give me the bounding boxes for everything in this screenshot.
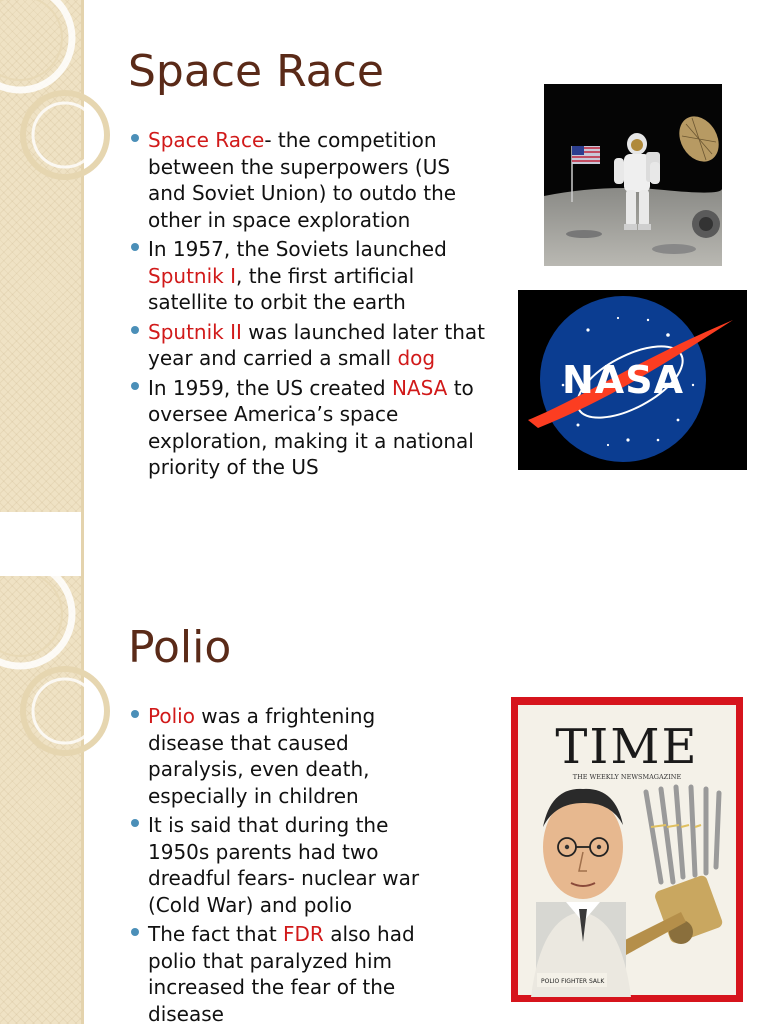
bullet-dot-icon	[131, 382, 139, 390]
highlighted-term: dog	[397, 346, 436, 370]
bullet-text: was a frightening disease that caused paralysis, even death, especially in children	[148, 704, 376, 808]
moon-landing-photo	[544, 84, 722, 266]
bullet-text: was launched later that year and carried a small	[148, 319, 485, 370]
time-caption: POLIO FIGHTER SALK	[541, 978, 605, 985]
bullet-dot-icon	[131, 928, 139, 936]
bullet-list	[130, 127, 490, 484]
highlighted-term: Sputnik I	[148, 263, 236, 288]
time-masthead: TIME	[555, 719, 699, 775]
time-subtitle: THE WEEKLY NEWSMAGAZINE	[572, 773, 682, 781]
highlighted-term: Space Race	[148, 128, 265, 152]
bullet-item	[130, 375, 490, 481]
decorative-side-strip	[0, 512, 84, 576]
nasa-logo-image	[518, 290, 747, 470]
decorative-side-strip	[0, 0, 84, 512]
bullet-dot-icon	[131, 243, 139, 251]
page-title: Space Race	[128, 46, 384, 97]
bullet-item	[130, 127, 490, 233]
bullet-dot-icon	[131, 710, 139, 718]
bullet-text: It is said that during the 1950s parents had two dreadful fears- nuclear war (Cold War) and polio	[148, 813, 420, 917]
bullet-text: , the first artificial satellite to orbit the earth	[148, 263, 415, 314]
bullet-dot-icon	[131, 819, 139, 827]
bullet-item	[130, 236, 490, 316]
decorative-side-strip	[0, 576, 84, 1024]
highlighted-term: FDR	[283, 922, 324, 946]
bullet-item	[130, 319, 490, 372]
bullet-text: - the competition between the superpowers (US and Soviet Union) to outdo the other in space exploration	[148, 128, 457, 232]
bullet-list	[130, 703, 430, 1024]
bullet-dot-icon	[131, 326, 139, 334]
bullet-text: In 1959, the US created	[148, 375, 392, 400]
slide-polio	[0, 576, 768, 1024]
time-magazine-cover	[511, 697, 743, 1002]
highlighted-term: Sputnik II	[148, 319, 242, 344]
bullet-item	[130, 921, 430, 1024]
bullet-item	[130, 812, 430, 918]
bullet-text: to oversee America’s space exploration, making it a national priority of the US	[148, 375, 474, 479]
bullet-dot-icon	[131, 134, 139, 142]
bullet-text: In 1957, the Soviets launched	[148, 237, 447, 261]
highlighted-term: Polio	[148, 704, 195, 728]
bullet-item	[130, 703, 430, 809]
highlighted-term: NASA	[391, 375, 448, 400]
slide-gap	[0, 512, 768, 576]
bullet-text: also had polio that paralyzed him increased the fear of the disease	[148, 922, 415, 1024]
bullet-text: The fact that	[148, 922, 284, 946]
nasa-logo-text: NASA	[562, 358, 684, 402]
page-title: Polio	[128, 622, 232, 673]
